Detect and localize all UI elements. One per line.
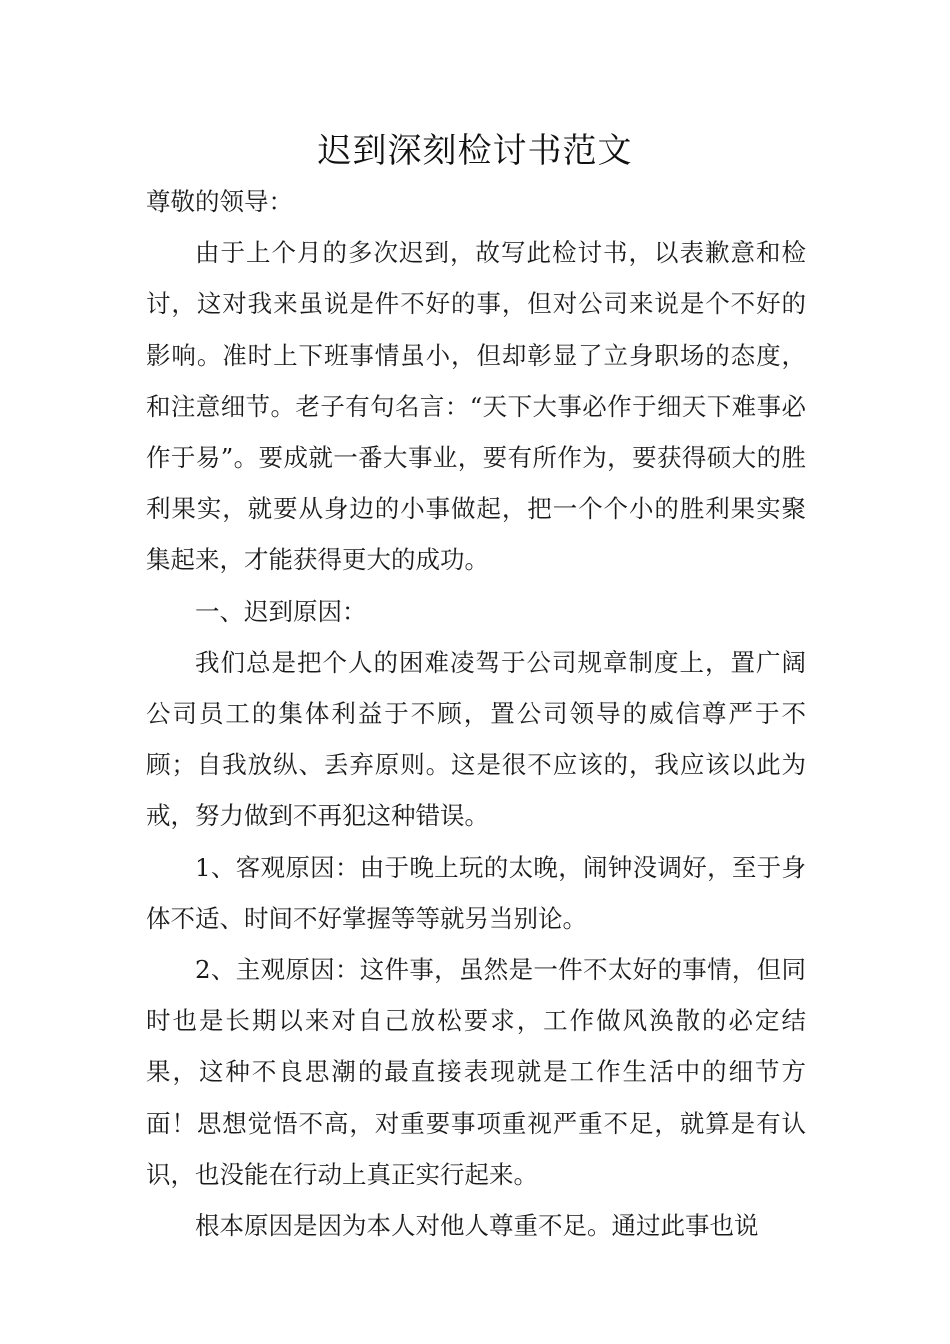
- salutation: 尊敬的领导：: [146, 187, 293, 216]
- paragraph-reasons: 我们总是把个人的困难凌驾于公司规章制度上，置广阔公司员工的集体利益于不顾，置公司领导的威信尊严于不顾；自我放纵、丢弃原则。这是很不应该的，我应该以此为戒，努力做到不再犯这种错误。: [146, 647, 806, 831]
- paragraph-objective-reason: 1、客观原因：由于晚上玩的太晚，闹钟没调好，至于身体不适、时间不好掌握等等就另当别论。: [146, 852, 806, 933]
- document-body: [146, 176, 806, 1251]
- section-heading-reasons: 一、迟到原因：: [195, 596, 367, 626]
- paragraph-root-cause: 根本原因是因为本人对他人尊重不足。通过此事也说: [195, 1211, 759, 1241]
- paragraph-subjective-reason: 2、主观原因：这件事，虽然是一件不太好的事情，但同时也是长期以来对自己放松要求，工作做风涣散的必定结果，这种不良思潮的最直接表现就是工作生活中的细节方面！思想觉悟不高，对重要事项重视严重不足，就算是有认识，也没能在行动上真正实行起来。: [146, 955, 806, 1189]
- paragraph-intro: 由于上个月的多次迟到，故写此检讨书，以表歉意和检讨，这对我来虽说是件不好的事，但对公司来说是个不好的影响。准时上下班事情虽小，但却彰显了立身职场的态度，和注意细节。老子有句名言：“天下大事必作于细天下难事必作于易”。要成就一番大事业，要有所作为，要获得硕大的胜利果实，就要从身边的小事做起，把一个个小的胜利果实聚集起来，才能获得更大的成功。: [146, 238, 806, 575]
- document-title: 迟到深刻检讨书范文: [317, 131, 633, 171]
